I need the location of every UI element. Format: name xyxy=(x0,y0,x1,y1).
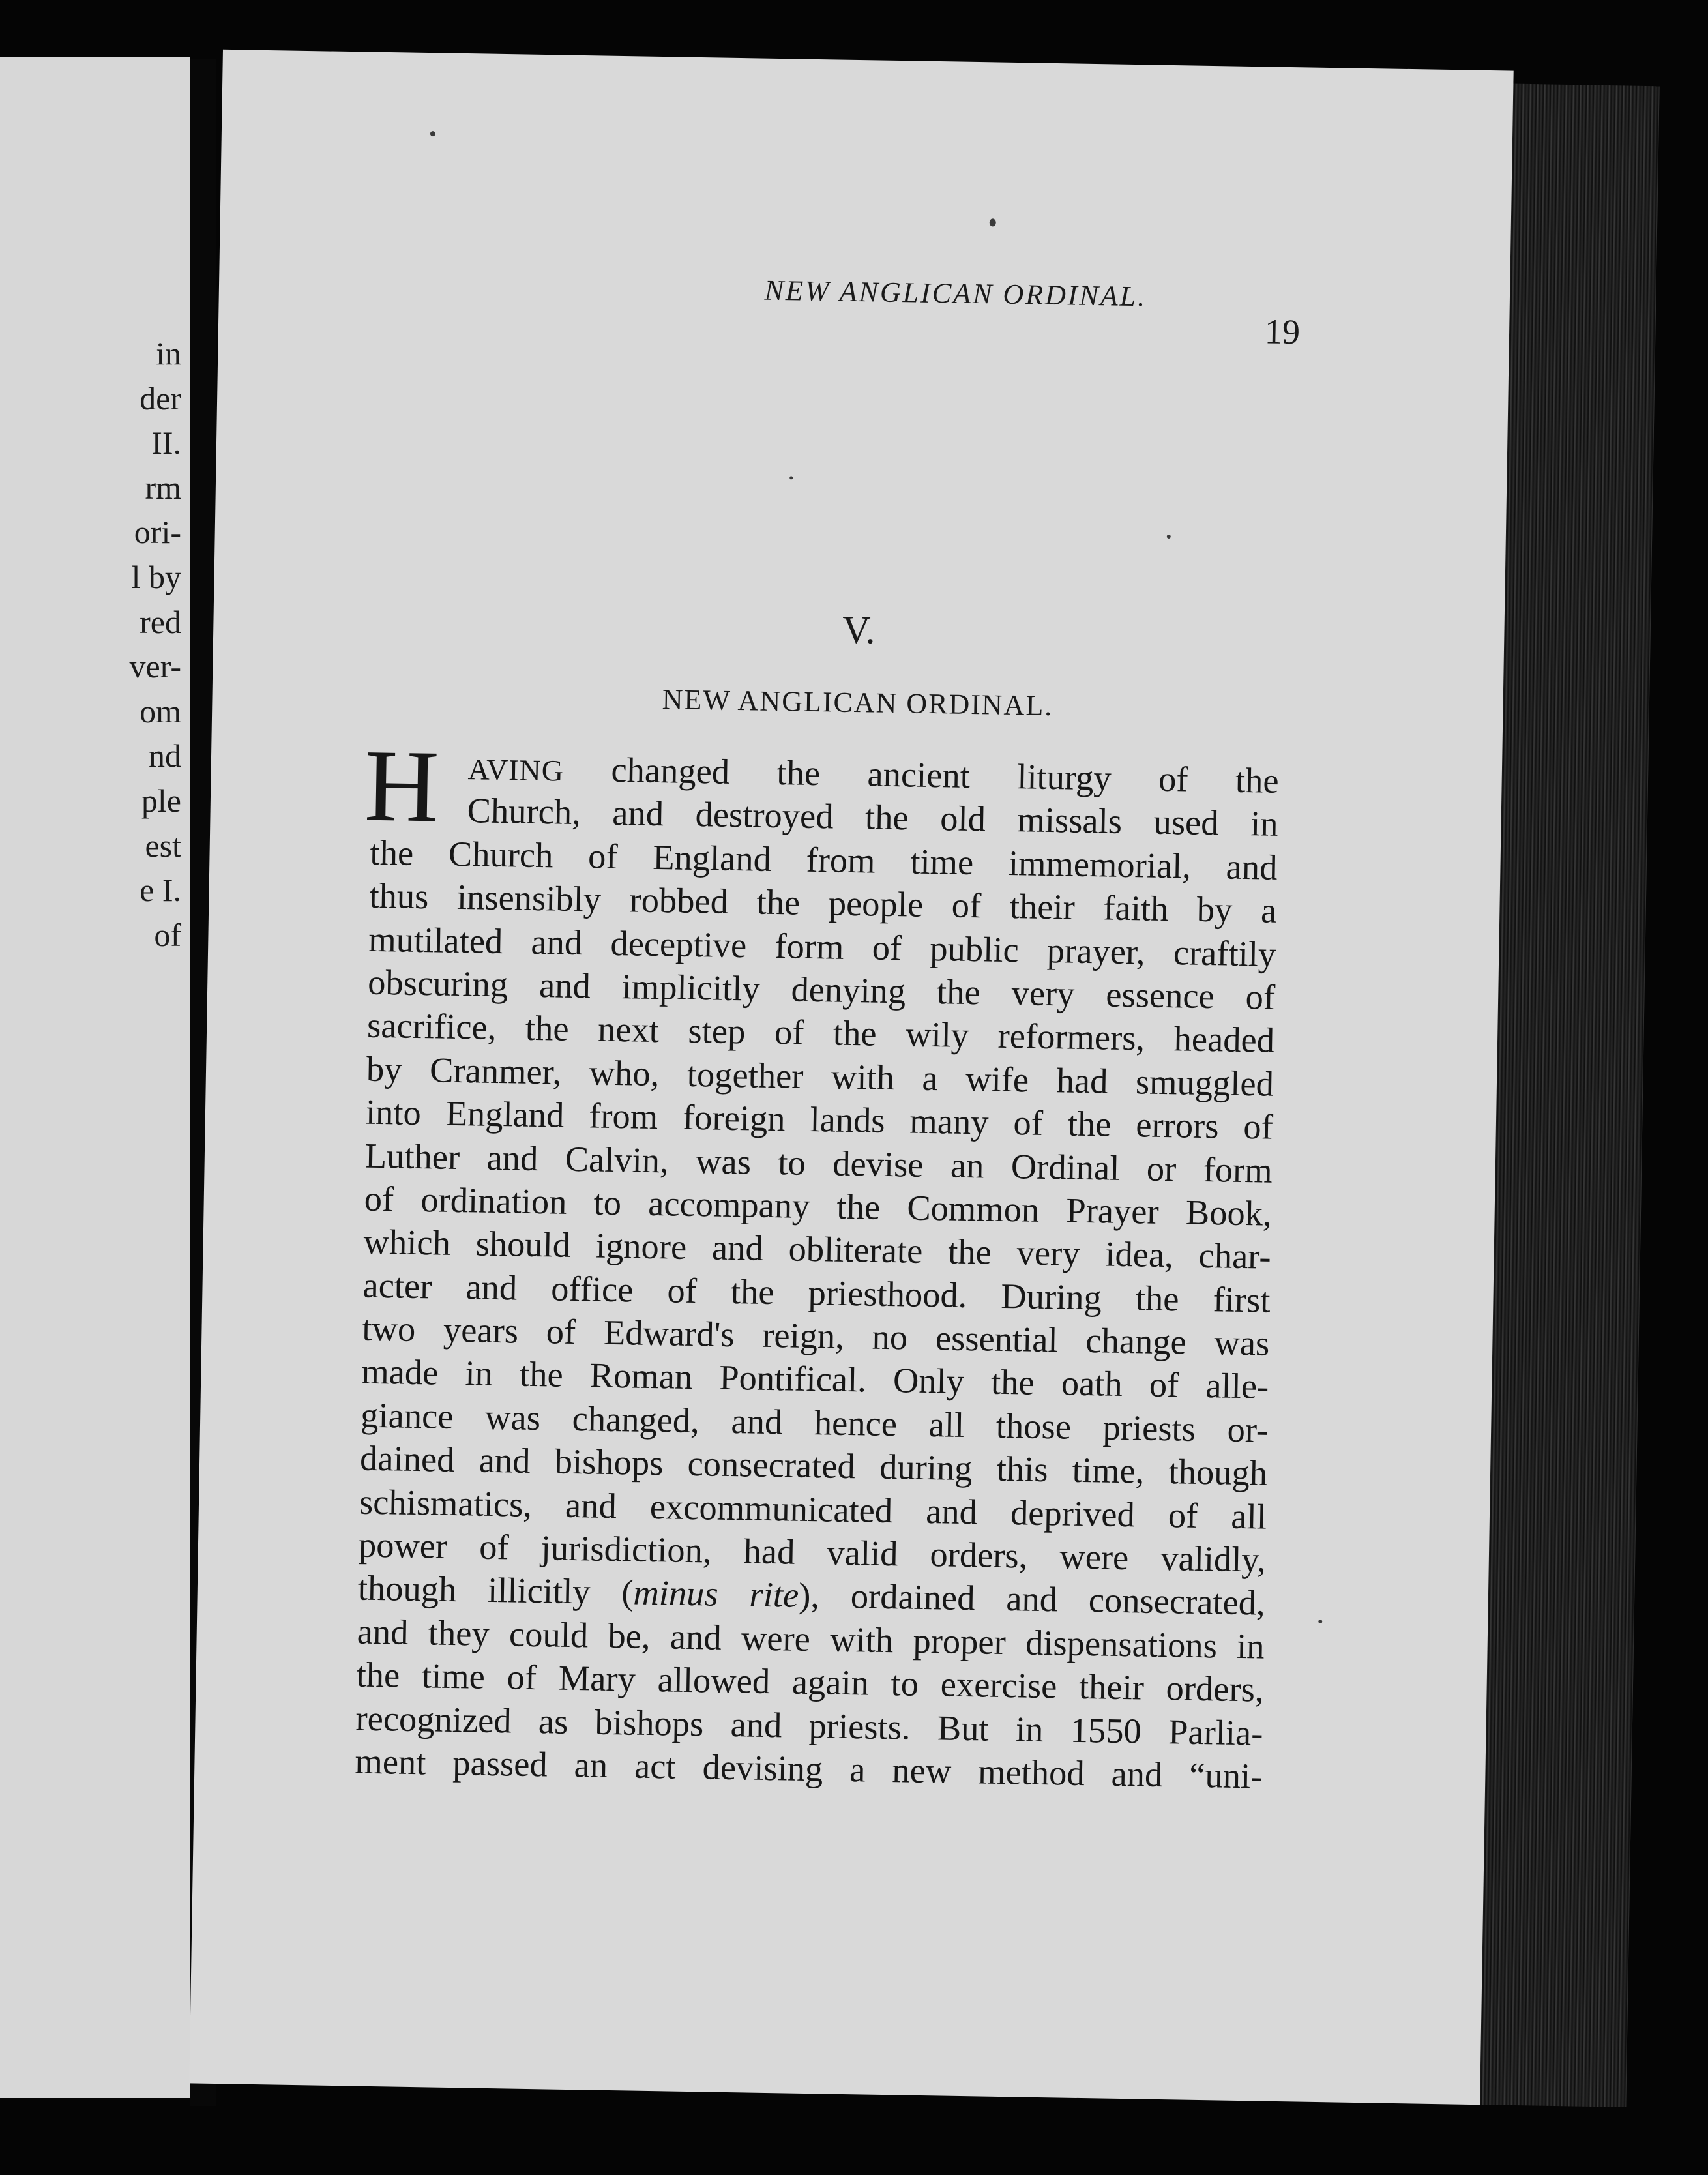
text-line: schismatics, and excommunicated and deprived of all xyxy=(359,1481,1267,1537)
text-line: of ordination to accompany the Common Prayer Book, xyxy=(364,1178,1273,1234)
text-line: two years of Edward's reign, no essential change was xyxy=(362,1308,1270,1363)
opening-smallcaps: AVING xyxy=(467,752,565,788)
text-segment: ), ordained and consecrated, xyxy=(798,1575,1266,1623)
text-line: recognized as bishops and priests. But in 1550 Parlia- xyxy=(355,1698,1263,1753)
running-head: NEW ANGLICAN ORDINAL. xyxy=(764,274,1147,313)
left-fragment: ver- xyxy=(129,648,181,685)
text-line: by Cranmer, who, together with a wife had smuggled xyxy=(366,1048,1274,1104)
text-line: Church, and destroyed the old missals used in xyxy=(467,790,1279,844)
book-page xyxy=(189,50,1513,2105)
text-line: into England from foreign lands many of the errors of xyxy=(365,1091,1274,1147)
text-line: dained and bishops consecrated during this time, though xyxy=(359,1438,1268,1493)
text-line-rest: changed the ancient liturgy of the xyxy=(563,748,1280,801)
text-line: thus insensibly robbed the people of their faith by a xyxy=(369,875,1277,930)
left-fragment: nd xyxy=(149,737,181,775)
left-fragment: om xyxy=(140,692,181,730)
chapter-title: NEW ANGLICAN ORDINAL. xyxy=(662,683,1053,722)
body-text xyxy=(354,728,1280,1798)
left-fragment: rm xyxy=(145,469,181,506)
text-line: sacrifice, the next step of the wily reformers, headed xyxy=(366,1005,1275,1061)
text-line: giance was changed, and hence all those priests or- xyxy=(360,1395,1269,1450)
paper-speck xyxy=(430,131,435,136)
previous-page-fragment xyxy=(0,57,190,2098)
page-number: 19 xyxy=(1264,312,1301,352)
text-line: the Church of England from time immemorial, and xyxy=(370,832,1278,887)
left-fragment: e I. xyxy=(140,872,181,909)
previous-page-line-ends xyxy=(130,331,182,957)
left-fragment: red xyxy=(140,603,181,640)
left-fragment: ori- xyxy=(134,514,181,551)
text-line: ment passed an act devising a new method and “uni- xyxy=(354,1741,1263,1796)
left-fragment: in xyxy=(156,335,181,372)
text-line: power of jurisdiction, had valid orders, were validly, xyxy=(358,1524,1267,1580)
paper-speck xyxy=(1318,1620,1322,1623)
left-fragment: est xyxy=(145,827,181,864)
text-line: obscuring and implicitly denying the very essence of xyxy=(367,962,1276,1017)
left-fragment: l by xyxy=(131,558,181,595)
text-line: acter and office of the priesthood. During the first xyxy=(362,1265,1271,1320)
text-line: which should ignore and obliterate the very idea, char- xyxy=(363,1221,1272,1277)
left-fragment: of xyxy=(154,916,181,953)
drop-cap: H xyxy=(363,728,440,844)
italic-phrase: minus rite xyxy=(633,1572,799,1616)
text-segment: though illicitly ( xyxy=(357,1567,634,1612)
text-line: the time of Mary allowed again to exercise their orders, xyxy=(356,1654,1265,1709)
text-line: mutilated and deceptive form of public prayer, craftily xyxy=(368,919,1276,974)
text-line: Luther and Calvin, was to devise an Ordinal or form xyxy=(364,1135,1273,1191)
paper-speck xyxy=(789,476,793,479)
paper-speck xyxy=(990,218,996,226)
text-line: made in the Roman Pontifical. Only the oath of alle- xyxy=(361,1352,1269,1407)
chapter-numeral: V. xyxy=(842,608,876,652)
left-fragment: ple xyxy=(141,782,181,819)
text-line: and they could be, and were with proper dispensations in xyxy=(357,1611,1265,1666)
left-fragment: II. xyxy=(151,424,181,462)
left-fragment: der xyxy=(140,379,181,417)
paper-speck xyxy=(1167,535,1171,539)
